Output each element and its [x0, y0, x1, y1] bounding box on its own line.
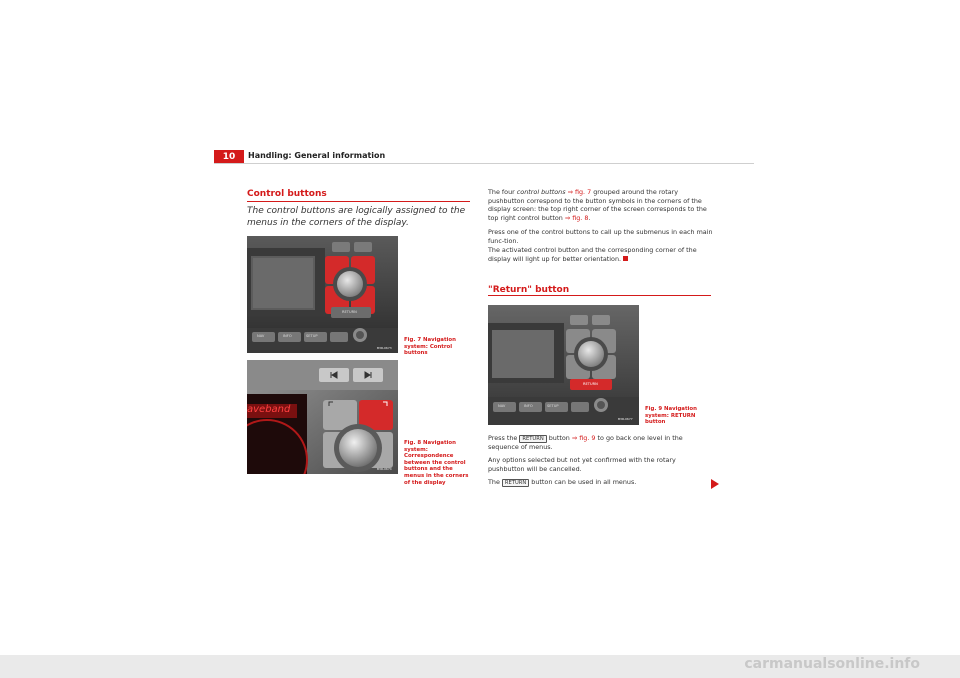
p4-text-b: button — [546, 434, 572, 442]
fig9-setup-label: SETUP — [547, 404, 559, 408]
p6-text-a: The — [488, 478, 502, 486]
p6-text-b: button can be used in all menus. — [529, 478, 637, 486]
fig9-return-label: RETURN — [583, 382, 598, 386]
running-header: Handling: General information — [248, 151, 386, 160]
p1-text-a: The four — [488, 188, 517, 196]
paragraph-control-buttons — [488, 188, 713, 222]
section-rule-2 — [488, 295, 711, 296]
p1-italic: control buttons — [516, 188, 566, 196]
page-number: 10 — [214, 150, 244, 164]
return-key-symbol-2: RETURN — [502, 479, 529, 487]
paragraph-all-menus — [488, 478, 713, 487]
paragraph-return-press — [488, 434, 713, 452]
section-rule — [247, 201, 470, 202]
return-key-symbol: RETURN — [519, 435, 546, 443]
fig8-display-text: aveband — [247, 404, 291, 415]
p4-text-a: Press the — [488, 434, 520, 442]
header-divider — [214, 163, 754, 164]
fig7-code: B3R-0673 — [377, 346, 392, 350]
fig7-nav-label: NAV — [257, 334, 265, 338]
figure-8-image — [247, 360, 398, 474]
fig9-reference-link[interactable]: ⇒ fig. 9 — [571, 434, 596, 442]
fig7-setup-label: SETUP — [306, 334, 318, 338]
paragraph-cancelled: Any options selected but not yet confirmed with the rotary pushbutton will be cancelled. — [488, 456, 676, 473]
p3-text: The activated control button and the corresponding corner of the display will light up for better orientation. — [488, 246, 697, 263]
fig7-info-label: INFO — [283, 334, 292, 338]
section-lead: The control buttons are logically assigned to the menus in the corners of the display. — [247, 206, 466, 228]
section-heading-control-buttons: Control buttons — [247, 189, 327, 199]
figure-9-caption: Fig. 9 Navigation system: RETURN button — [645, 406, 697, 426]
fig7-return-label: RETURN — [342, 310, 357, 314]
fig7-reference-link[interactable]: ⇒ fig. 7 — [567, 188, 592, 196]
p1-text-c: grouped around the rotary pushbutton correspond to the button symbols in the corners of the display screen: the top right corner of the screen corresponds to the top right control button — [488, 188, 707, 222]
fig8-reference-link[interactable]: ⇒ fig. 8 — [564, 213, 589, 222]
continue-arrow-icon[interactable] — [711, 479, 719, 489]
figure-9-image — [488, 305, 639, 425]
p4-text-c: to go back one level in the sequence of menus. — [488, 434, 683, 452]
fig9-info-label: INFO — [524, 404, 533, 408]
footer-watermark[interactable]: carmanualsonline.info — [744, 656, 920, 672]
fig9-nav-label: NAV — [498, 404, 506, 408]
figure-8-caption: Fig. 8 Navigation system: Correspondence between the control buttons and the menus in the corners of the display — [404, 440, 469, 486]
figure-7-caption: Fig. 7 Navigation system: Control buttons — [404, 337, 456, 357]
paragraph-submenus: Press one of the control buttons to call up the submenus in each main func-tion. — [488, 228, 713, 245]
figure-7-image — [247, 236, 398, 353]
fig8-code: B3R-0674 — [377, 467, 392, 471]
p1-text-d: . — [588, 213, 591, 222]
section-end-marker — [623, 256, 628, 261]
paragraph-light-up — [488, 246, 713, 263]
fig9-code: B3R-0677 — [618, 417, 633, 421]
section-heading-return-button: "Return" button — [488, 285, 570, 295]
